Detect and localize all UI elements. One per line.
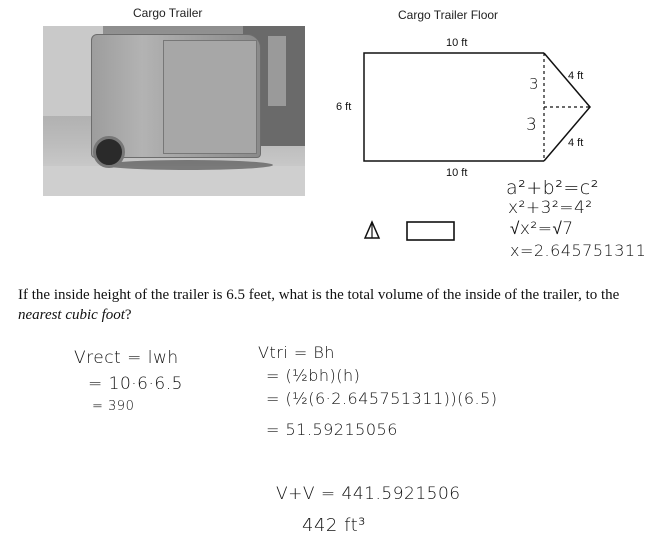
total-volume: V+V = 441.5921506 — [276, 484, 461, 504]
final-answer: 442 ft³ — [302, 515, 366, 536]
tri-volume-step2: = (½(6·2.645751311))(6.5) — [266, 389, 498, 408]
floor-diagram — [0, 0, 650, 200]
rectangle-sketch-icon — [407, 222, 454, 240]
pythagorean-line-1: a²+b²=c² — [506, 177, 599, 199]
tri-volume-step1: = (½bh)(h) — [266, 366, 361, 385]
tri-volume-formula: Vtri = Bh — [258, 343, 335, 362]
tri-volume-result: = 51.59215056 — [266, 420, 398, 439]
half-width-lower-label: 3 — [526, 115, 538, 135]
width-label: 6 ft — [336, 101, 352, 113]
half-width-upper-label: 3 — [529, 75, 540, 93]
triangle-upper-side-label: 4 ft — [568, 70, 584, 82]
pythagorean-line-2: x²+3²=4² — [508, 198, 593, 218]
rect-volume-formula: Vrect = lwh — [74, 348, 179, 368]
rect-volume-substitution: = 10·6·6.5 — [88, 374, 183, 394]
pythagorean-line-3: √x²=√7 — [510, 219, 574, 239]
bottom-length-label: 10 ft — [446, 167, 468, 179]
triangle-lower-side-label: 4 ft — [568, 137, 584, 149]
triangle-sketch-icon — [365, 222, 379, 238]
pythagorean-line-4: x=2.645751311 — [510, 241, 647, 260]
top-length-label: 10 ft — [446, 37, 468, 49]
sketched-shapes — [360, 216, 460, 246]
photo-caption: Cargo Trailer — [133, 6, 203, 20]
question-italic: nearest cubic foot — [18, 307, 125, 323]
rect-volume-result: = 390 — [92, 399, 135, 414]
floor-caption: Cargo Trailer Floor — [398, 8, 499, 22]
question-text: If the inside height of the trailer is 6.5 feet, what is the total volume of the inside of the trailer, to the nearest cubic foot? — [18, 287, 620, 323]
